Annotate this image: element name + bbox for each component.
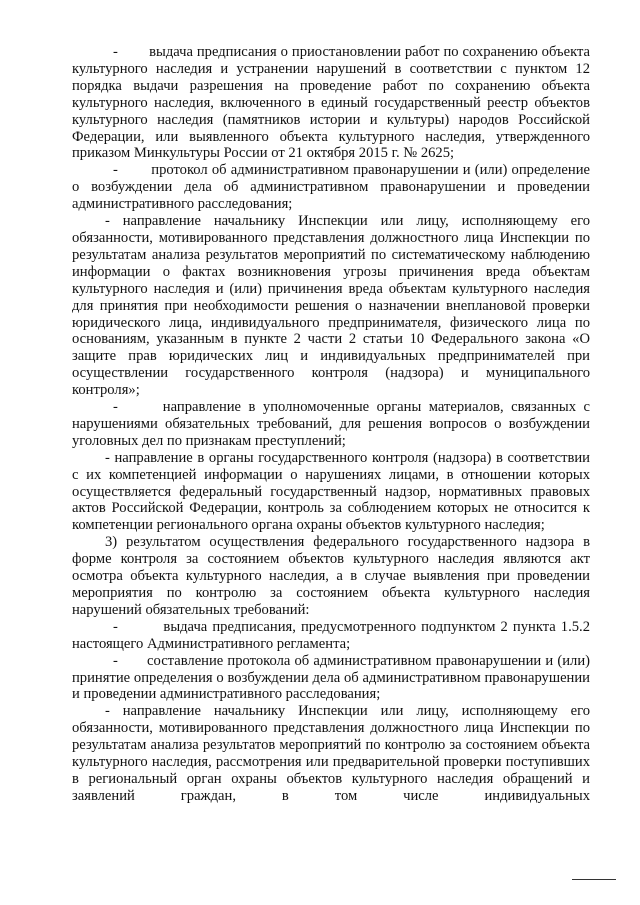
paragraph-materials-to-authorities: - направление в уполномоченные органы материалов, связанных с нарушениями обязательных требований, для решения вопросов о возбуждении уголовных дел по признакам преступлений; xyxy=(72,399,590,449)
paragraph-info-to-control-bodies: - направление в органы государственного контроля (надзора) в соответствии с их компетенцией информации о нарушениях лицами, в отношении которых осуществляется федеральный государственный надзор, нормативных правовых актов Российской Федерации, контроль за соблюдением которых не относится к компетенции регионального органа охраны объектов культурного наследия; xyxy=(72,449,590,534)
paragraph-issue-order: - выдача предписания, предусмотренного подпунктом 2 пункта 1.5.2 настоящего Административного регламента; xyxy=(72,618,590,652)
paragraph-suspension-order: - выдача предписания о приостановлении работ по сохранению объекта культурного наследия и устранении нарушений в соответствии с пунктом 12 порядка выдачи разрешения на проведение работ по сохранению объекта культурного наследия, включенного в единый государственный реестр объектов культурного наследия (памятников истории и культуры) народов Российской Федерации, или выявленного объекта культурного наследия, утвержденного приказом Минкультуры России от 21 октября 2015 г. № 2625; xyxy=(72,44,590,162)
paragraph-item-3-result: 3) результатом осуществления федерального государственного надзора в форме контроля за состоянием объектов культурного наследия являются акт осмотра объекта культурного наследия, а в случае выявления при проведении мероприятия по контролю за состоянием объекта культурного наследия нарушений обязательных требований: xyxy=(72,534,590,618)
paragraph-violation-protocol: - протокол об административном правонарушении и (или) определение о возбуждении дела об административном правонарушении и проведении административного расследования; xyxy=(72,162,590,213)
paragraph-motivated-submission-2: - направление начальнику Инспекции или лицу, исполняющему его обязанности, мотивированного представления должностного лица Инспекции по результатам анализа результатов мероприятий по контролю за состоянием объекта культурного наследия, рассмотрения или предварительной проверки поступивших в региональный орган охраны объектов культурного наследия обращений и заявлений граждан, в том числе индивидуальных xyxy=(72,703,590,804)
paragraph-draw-protocol: - составление протокола об административном правонарушении и (или) принятие определения о возбуждении дела об административном правонарушении и проведении административного расследования; xyxy=(72,652,590,703)
document-body xyxy=(72,44,590,805)
footer-rule xyxy=(572,879,616,880)
paragraph-motivated-submission: - направление начальнику Инспекции или лицу, исполняющему его обязанности, мотивированного представления должностного лица Инспекции по результатам анализа результатов мероприятий по систематическому наблюдению информации о фактах возникновения угрозы причинения вреда объектам культурного наследия и (или) причинения вреда объектам культурного наследия для принятия при необходимости решения о назначении внеплановой проверки юридического лица, индивидуального предпринимателя, физического лица по основаниям, указанным в пункте 2 части 2 статьи 10 Федерального закона «О защите прав юридических лиц и индивидуальных предпринимателей при осуществлении государственного контроля (надзора) и муниципального контроля»; xyxy=(72,213,590,399)
